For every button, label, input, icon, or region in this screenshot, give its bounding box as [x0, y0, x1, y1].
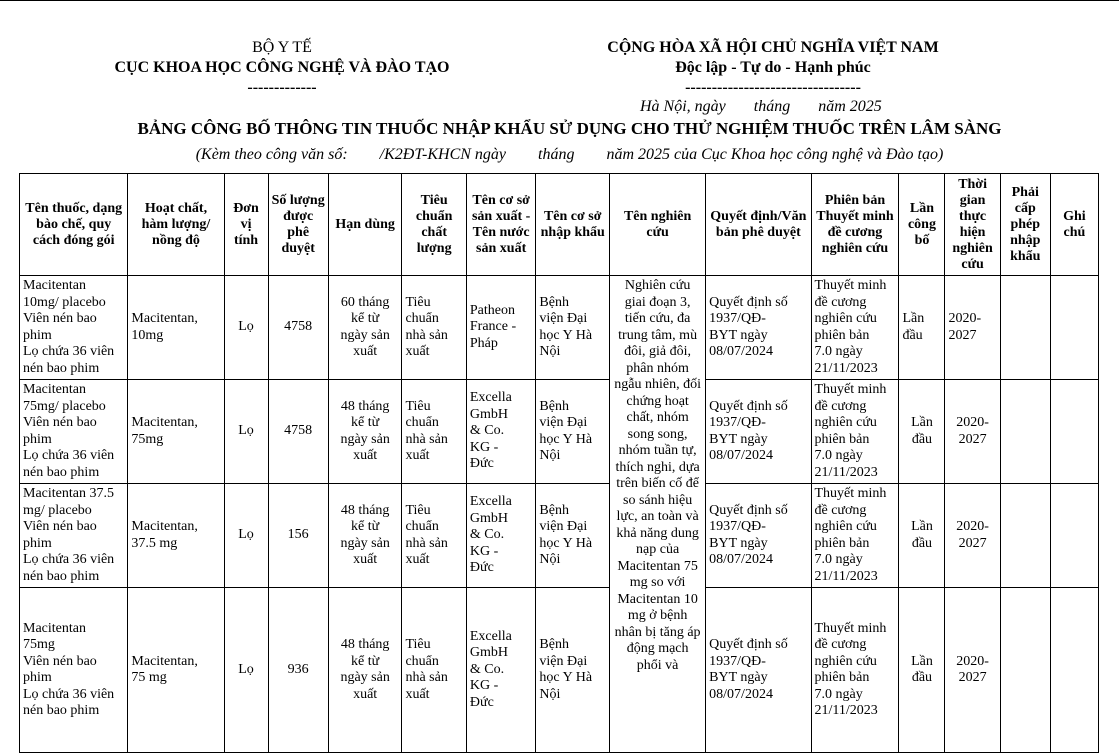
- importer-cell: Bệnh viện Đại học Y Hà Nội: [536, 484, 610, 588]
- expiry-cell: 48 tháng kể từ ngày sản xuất: [328, 380, 402, 484]
- decision-cell: Quyết định số 1937/QĐ- BYT ngày 08/07/2024: [706, 276, 811, 380]
- publication-cell: Lần đầu: [899, 588, 945, 753]
- col-header-manufacturer: Tên cơ sở sản xuất - Tên nước sản xuất: [466, 174, 536, 276]
- top-border-line: [0, 0, 1119, 1]
- col-header-note: Ghi chú: [1050, 174, 1098, 276]
- expiry-cell: 48 tháng kể từ ngày sản xuất: [328, 484, 402, 588]
- col-header-unit: Đơn vị tính: [224, 174, 268, 276]
- active-ingredient-cell: Macitentan, 10mg: [128, 276, 224, 380]
- protocol-version-cell: Thuyết minh đề cương nghiên cứu phiên bản 7.0 ngày 21/11/2023: [811, 380, 899, 484]
- publication-cell: Lần đầu: [899, 484, 945, 588]
- importer-cell: Bệnh viện Đại học Y Hà Nội: [536, 276, 610, 380]
- drug-name-cell: Macitentan 10mg/ placebo Viên nén bao phim Lọ chứa 36 viên nén bao phim: [20, 276, 128, 380]
- col-header-study-period: Thời gian thực hiện nghiên cứu: [945, 174, 1000, 276]
- protocol-version-cell: Thuyết minh đề cương nghiên cứu phiên bản 7.0 ngày 21/11/2023: [811, 588, 899, 753]
- expiry-cell: 60 tháng kể từ ngày sản xuất: [328, 276, 402, 380]
- import-license-cell: [1000, 380, 1050, 484]
- table-row: [20, 380, 1099, 484]
- table-row: [20, 276, 1099, 380]
- dateline: Hà Nội, ngày tháng năm 2025: [640, 98, 882, 115]
- unit-cell: Lọ: [224, 588, 268, 753]
- quantity-cell: 156: [268, 484, 328, 588]
- drug-name-cell: Macitentan 75mg Viên nén bao phim Lọ chứa 36 viên nén bao phim: [20, 588, 128, 753]
- unit-cell: Lọ: [224, 484, 268, 588]
- col-header-active-ingredient: Hoạt chất, hàm lượng/ nồng độ: [128, 174, 224, 276]
- note-cell: [1050, 484, 1098, 588]
- unit-cell: Lọ: [224, 380, 268, 484]
- drug-name-cell: Macitentan 75mg/ placebo Viên nén bao phim Lọ chứa 36 viên nén bao phim: [20, 380, 128, 484]
- col-header-study-name: Tên nghiên cứu: [610, 174, 706, 276]
- study-period-cell: 2020- 2027: [945, 380, 1000, 484]
- quantity-cell: 936: [268, 588, 328, 753]
- col-header-decision: Quyết định/Văn bản phê duyệt: [706, 174, 811, 276]
- document-subtitle: (Kèm theo công văn số: /K2ĐT-KHCN ngày tháng năm 2025 của Cục Khoa học công nghệ và Đào tạo): [195, 146, 944, 163]
- decision-cell: Quyết định số 1937/QĐ- BYT ngày 08/07/2024: [706, 588, 811, 753]
- col-header-protocol-version: Phiên bản Thuyết minh đề cương nghiên cứu: [811, 174, 899, 276]
- study-period-cell: 2020- 2027: [945, 588, 1000, 753]
- col-header-quantity: Số lượng được phê duyệt: [268, 174, 328, 276]
- country-name: CỘNG HÒA XÃ HỘI CHỦ NGHĨA VIỆT NAM: [607, 39, 939, 56]
- issuer-header: [100, 38, 464, 98]
- col-header-expiry: Hạn dùng: [328, 174, 402, 276]
- manufacturer-cell: Excella GmbH & Co. KG - Đức: [466, 588, 536, 753]
- manufacturer-cell: Patheon France - Pháp: [466, 276, 536, 380]
- document-title: BẢNG CÔNG BỐ THÔNG TIN THUỐC NHẬP KHẨU SỬ DỤNG CHO THỬ NGHIỆM THUỐC TRÊN LÂM SÀNG: [137, 119, 1002, 138]
- national-header: [588, 38, 958, 98]
- issuer-rule: -------------: [247, 79, 317, 96]
- manufacturer-cell: Excella GmbH & Co. KG - Đức: [466, 484, 536, 588]
- unit-cell: Lọ: [224, 276, 268, 380]
- import-license-cell: [1000, 484, 1050, 588]
- quantity-cell: 4758: [268, 276, 328, 380]
- table-header-row: [20, 174, 1099, 276]
- quality-standard-cell: Tiêu chuẩn nhà sản xuất: [402, 380, 466, 484]
- importer-cell: Bệnh viện Đại học Y Hà Nội: [536, 588, 610, 753]
- ministry-name: BỘ Y TẾ: [252, 39, 312, 56]
- import-license-cell: [1000, 276, 1050, 380]
- active-ingredient-cell: Macitentan, 75mg: [128, 380, 224, 484]
- drug-name-cell: Macitentan 37.5 mg/ placebo Viên nén bao phim Lọ chứa 36 viên nén bao phim: [20, 484, 128, 588]
- quantity-cell: 4758: [268, 380, 328, 484]
- department-name: CỤC KHOA HỌC CÔNG NGHỆ VÀ ĐÀO TẠO: [114, 59, 450, 76]
- decision-cell: Quyết định số 1937/QĐ- BYT ngày 08/07/2024: [706, 380, 811, 484]
- study-period-cell: 2020- 2027: [945, 484, 1000, 588]
- quality-standard-cell: Tiêu chuẩn nhà sản xuất: [402, 276, 466, 380]
- manufacturer-cell: Excella GmbH & Co. KG - Đức: [466, 380, 536, 484]
- motto-rule: ---------------------------------: [685, 79, 861, 96]
- publication-cell: Lần đầu: [899, 380, 945, 484]
- note-cell: [1050, 380, 1098, 484]
- protocol-version-cell: Thuyết minh đề cương nghiên cứu phiên bản 7.0 ngày 21/11/2023: [811, 484, 899, 588]
- table-row: [20, 484, 1099, 588]
- note-cell: [1050, 276, 1098, 380]
- quality-standard-cell: Tiêu chuẩn nhà sản xuất: [402, 484, 466, 588]
- col-header-importer: Tên cơ sở nhập khẩu: [536, 174, 610, 276]
- table-row: [20, 588, 1099, 753]
- drug-info-table: [19, 173, 1099, 753]
- col-header-publication: Lần công bố: [899, 174, 945, 276]
- expiry-cell: 48 tháng kể từ ngày sản xuất: [328, 588, 402, 753]
- col-header-import-license: Phải cấp phép nhập khẩu: [1000, 174, 1050, 276]
- quality-standard-cell: Tiêu chuẩn nhà sản xuất: [402, 588, 466, 753]
- note-cell: [1050, 588, 1098, 753]
- study-period-cell: 2020- 2027: [945, 276, 1000, 380]
- protocol-version-cell: Thuyết minh đề cương nghiên cứu phiên bản 7.0 ngày 21/11/2023: [811, 276, 899, 380]
- importer-cell: Bệnh viện Đại học Y Hà Nội: [536, 380, 610, 484]
- active-ingredient-cell: Macitentan, 37.5 mg: [128, 484, 224, 588]
- publication-cell: Lần đầu: [899, 276, 945, 380]
- active-ingredient-cell: Macitentan, 75 mg: [128, 588, 224, 753]
- import-license-cell: [1000, 588, 1050, 753]
- col-header-quality-standard: Tiêu chuẩn chất lượng: [402, 174, 466, 276]
- national-motto: Độc lập - Tự do - Hạnh phúc: [675, 59, 871, 76]
- decision-cell: Quyết định số 1937/QĐ- BYT ngày 08/07/2024: [706, 484, 811, 588]
- study-name-cell: Nghiên cứu giai đoạn 3, tiến cứu, đa trung tâm, mù đôi, giả đôi, phân nhóm ngẫu nhiên, đối chứng hoạt chất, nhóm song song, nhóm tuần tự, thích nghi, dựa trên biến cố để so sánh hiệu lực, an toàn và khả năng dung nạp của Macitentan 75 mg so với Macitentan 10 mg ở bệnh nhân bị tăng áp động mạch phổi và: [610, 276, 706, 753]
- col-header-drug-name: Tên thuốc, dạng bào chế, quy cách đóng gói: [20, 174, 128, 276]
